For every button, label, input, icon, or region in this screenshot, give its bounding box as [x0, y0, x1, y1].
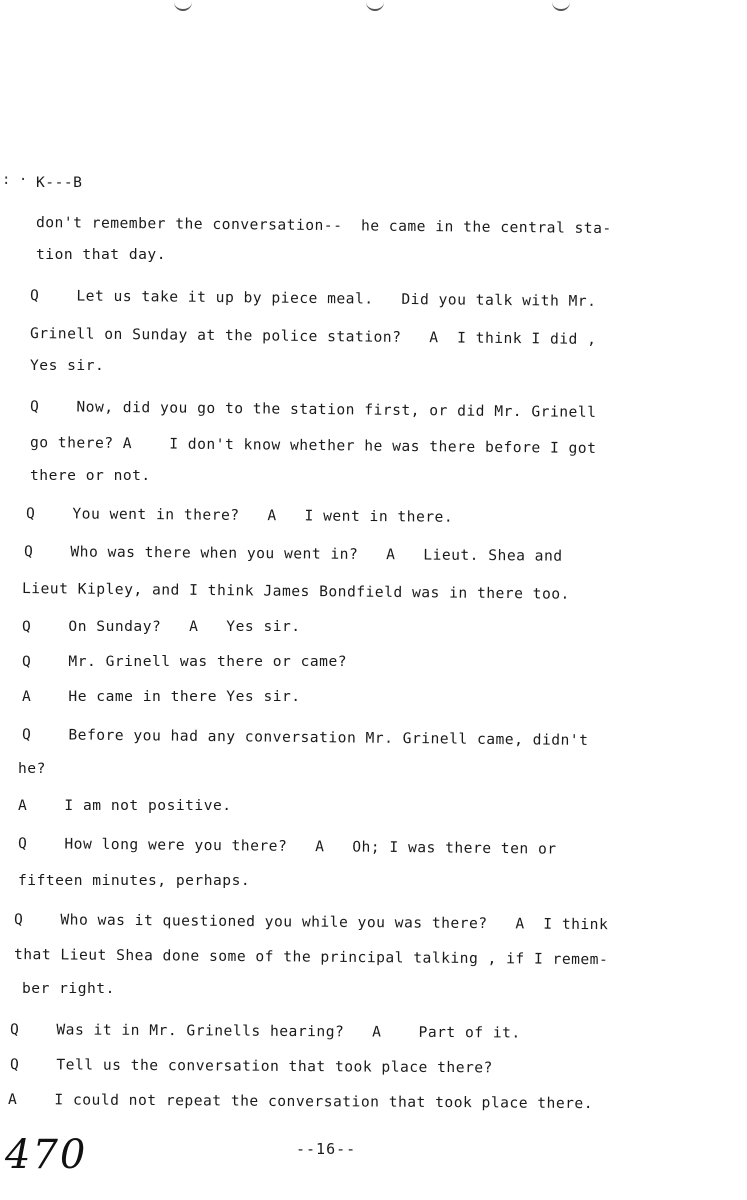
margin-dots: : ·: [2, 172, 28, 188]
transcript-line: Q Tell us the conversation that took place there?: [9, 1056, 493, 1077]
handwritten-page-number: 470: [5, 1132, 88, 1178]
transcript-line: go there? A I don't know whether he was there before I got: [29, 434, 597, 457]
binder-hole: [174, 0, 192, 11]
transcript-line: ber right.: [22, 980, 115, 997]
transcript-line: tion that day.: [36, 246, 167, 263]
page-header: K---B: [36, 174, 83, 191]
transcript-line: A He came in there Yes sir.: [22, 688, 301, 705]
transcript-line: Q Was it in Mr. Grinells hearing? A Part of it.: [9, 1021, 521, 1042]
transcript-line: Q How long were you there? A Oh; I was there ten or: [17, 835, 557, 858]
transcript-line: he?: [18, 760, 46, 777]
transcript-line: Q On Sunday? A Yes sir.: [22, 618, 301, 635]
transcript-line: don't remember the conversation-- he came in the central sta-: [35, 214, 612, 238]
transcript-line: Q Who was there when you went in? A Lieut. Shea and: [23, 543, 563, 565]
transcript-line: fifteen minutes, perhaps.: [18, 872, 251, 889]
transcript-line: Lieut Kipley, and I think James Bondfield was in there too.: [21, 580, 570, 603]
transcript-line: Q Before you had any conversation Mr. Grinell came, didn't: [21, 726, 589, 749]
transcript-line: Q Who was it questioned you while you was there? A I think: [13, 911, 609, 934]
transcript-line: Q You went in there? A I went in there.: [25, 505, 454, 526]
page-number: --16--: [296, 1140, 357, 1158]
binder-hole: [552, 0, 570, 11]
transcript-line: Yes sir.: [30, 357, 105, 374]
transcript-line: that Lieut Shea done some of the principal talking , if I remem-: [13, 946, 609, 969]
transcript-line: A I am not positive.: [18, 797, 232, 814]
transcript-line: Q Mr. Grinell was there or came?: [22, 653, 348, 670]
binder-hole: [366, 0, 384, 11]
transcript-line: there or not.: [30, 467, 151, 484]
transcript-line: A I could not repeat the conversation that took place there.: [7, 1091, 594, 1113]
transcript-line: Grinell on Sunday at the police station? A I think I did ,: [29, 325, 597, 348]
transcript-line: Q Let us take it up by piece meal. Did you talk with Mr.: [29, 287, 597, 310]
transcript-line: Q Now, did you go to the station first, or did Mr. Grinell: [29, 398, 597, 421]
